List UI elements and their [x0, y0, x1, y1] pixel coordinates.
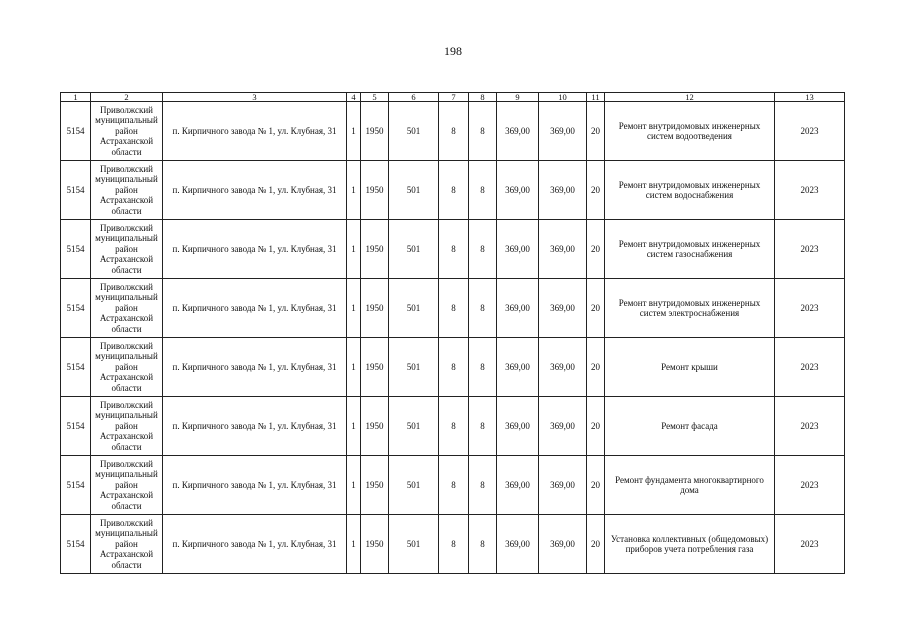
col10-cell: 369,00 [539, 338, 587, 397]
year-cell: 2023 [775, 279, 845, 338]
region-line: район [115, 243, 138, 254]
address-cell: п. Кирпичного завода № 1, ул. Клубная, 31 [163, 102, 347, 161]
col11-cell: 20 [587, 279, 605, 338]
table-row [61, 397, 845, 456]
row-code: 5154 [61, 515, 91, 574]
col8-cell: 8 [469, 220, 497, 279]
address-cell: п. Кирпичного завода № 1, ул. Клубная, 31 [163, 161, 347, 220]
col4-cell: 1 [347, 397, 361, 456]
row-code: 5154 [61, 279, 91, 338]
col11-cell: 20 [587, 456, 605, 515]
region-line: Приволжский [100, 163, 153, 174]
region-line: район [115, 479, 138, 490]
table-row [61, 220, 845, 279]
table-body [61, 93, 845, 574]
work-type-cell: Ремонт фасада [605, 397, 775, 456]
repair-program-table [60, 92, 845, 574]
table-row [61, 456, 845, 515]
col9-cell: 369,00 [497, 220, 539, 279]
col8-cell: 8 [469, 279, 497, 338]
col9-cell: 369,00 [497, 161, 539, 220]
col7-cell: 8 [439, 515, 469, 574]
column-header: 5 [361, 93, 389, 102]
work-type-cell: Ремонт фундамента многоквартирного дома [605, 456, 775, 515]
column-header: 13 [775, 93, 845, 102]
row-code: 5154 [61, 161, 91, 220]
region-cell [91, 279, 163, 338]
column-header: 10 [539, 93, 587, 102]
work-type-cell: Ремонт внутридомовых инженерных систем газоснабжения [605, 220, 775, 279]
col9-cell: 369,00 [497, 397, 539, 456]
region-line: области [111, 205, 142, 216]
col8-cell: 8 [469, 456, 497, 515]
year-cell: 2023 [775, 338, 845, 397]
col9-cell: 369,00 [497, 102, 539, 161]
col4-cell: 1 [347, 102, 361, 161]
work-type-cell: Ремонт внутридомовых инженерных систем водоснабжения [605, 161, 775, 220]
col7-cell: 8 [439, 161, 469, 220]
col7-cell: 8 [439, 279, 469, 338]
region-line: район [115, 302, 138, 313]
year-cell: 2023 [775, 456, 845, 515]
col11-cell: 20 [587, 338, 605, 397]
region-line: Астраханской [99, 313, 154, 324]
col8-cell: 8 [469, 338, 497, 397]
work-type-cell: Установка коллективных (общедомовых) приборов учета потребления газа [605, 515, 775, 574]
col4-cell: 1 [347, 220, 361, 279]
col11-cell: 20 [587, 161, 605, 220]
region-line: Приволжский [100, 281, 153, 292]
region-line: области [111, 264, 142, 275]
region-cell [91, 220, 163, 279]
col9-cell: 369,00 [497, 456, 539, 515]
column-number-row [61, 93, 845, 102]
region-line: муниципальный [95, 174, 158, 185]
col7-cell: 8 [439, 338, 469, 397]
address-cell: п. Кирпичного завода № 1, ул. Клубная, 31 [163, 456, 347, 515]
col8-cell: 8 [469, 161, 497, 220]
region-line: район [115, 420, 138, 431]
address-cell: п. Кирпичного завода № 1, ул. Клубная, 31 [163, 397, 347, 456]
region-line: Астраханской [99, 254, 154, 265]
col4-cell: 1 [347, 456, 361, 515]
col10-cell: 369,00 [539, 102, 587, 161]
col7-cell: 8 [439, 397, 469, 456]
col9-cell: 369,00 [497, 279, 539, 338]
col8-cell: 8 [469, 397, 497, 456]
col7-cell: 8 [439, 220, 469, 279]
col11-cell: 20 [587, 220, 605, 279]
column-header: 11 [587, 93, 605, 102]
year-cell: 2023 [775, 397, 845, 456]
region-line: муниципальный [95, 292, 158, 303]
address-cell: п. Кирпичного завода № 1, ул. Клубная, 31 [163, 515, 347, 574]
col10-cell: 369,00 [539, 279, 587, 338]
col7-cell: 8 [439, 456, 469, 515]
work-type-cell: Ремонт крыши [605, 338, 775, 397]
col6-cell: 501 [389, 397, 439, 456]
region-line: Приволжский [100, 222, 153, 233]
region-line: Астраханской [99, 372, 154, 383]
region-line: Приволжский [100, 517, 153, 528]
region-cell [91, 456, 163, 515]
table-row [61, 279, 845, 338]
col11-cell: 20 [587, 397, 605, 456]
col10-cell: 369,00 [539, 220, 587, 279]
region-line: области [111, 382, 142, 393]
col4-cell: 1 [347, 338, 361, 397]
table-row [61, 102, 845, 161]
region-line: муниципальный [95, 410, 158, 421]
region-cell [91, 397, 163, 456]
col9-cell: 369,00 [497, 338, 539, 397]
region-cell [91, 515, 163, 574]
work-type-cell: Ремонт внутридомовых инженерных систем водоотведения [605, 102, 775, 161]
col6-cell: 501 [389, 338, 439, 397]
column-header: 4 [347, 93, 361, 102]
region-line: район [115, 125, 138, 136]
column-header: 7 [439, 93, 469, 102]
build-year-cell: 1950 [361, 456, 389, 515]
region-line: муниципальный [95, 351, 158, 362]
build-year-cell: 1950 [361, 338, 389, 397]
table-row [61, 161, 845, 220]
column-header: 6 [389, 93, 439, 102]
col4-cell: 1 [347, 279, 361, 338]
table-row [61, 515, 845, 574]
region-line: Астраханской [99, 195, 154, 206]
col6-cell: 501 [389, 515, 439, 574]
column-header: 9 [497, 93, 539, 102]
region-line: Приволжский [100, 340, 153, 351]
build-year-cell: 1950 [361, 279, 389, 338]
column-header: 8 [469, 93, 497, 102]
col9-cell: 369,00 [497, 515, 539, 574]
region-line: район [115, 538, 138, 549]
region-cell [91, 161, 163, 220]
address-cell: п. Кирпичного завода № 1, ул. Клубная, 31 [163, 220, 347, 279]
col11-cell: 20 [587, 515, 605, 574]
column-header: 1 [61, 93, 91, 102]
column-header: 3 [163, 93, 347, 102]
region-line: Астраханской [99, 490, 154, 501]
col6-cell: 501 [389, 220, 439, 279]
col10-cell: 369,00 [539, 161, 587, 220]
region-cell [91, 338, 163, 397]
year-cell: 2023 [775, 161, 845, 220]
region-line: район [115, 184, 138, 195]
region-line: Астраханской [99, 136, 154, 147]
work-type-cell: Ремонт внутридомовых инженерных систем электроснабжения [605, 279, 775, 338]
year-cell: 2023 [775, 515, 845, 574]
row-code: 5154 [61, 456, 91, 515]
col11-cell: 20 [587, 102, 605, 161]
col8-cell: 8 [469, 102, 497, 161]
region-line: муниципальный [95, 115, 158, 126]
col6-cell: 501 [389, 279, 439, 338]
region-line: области [111, 441, 142, 452]
region-line: Приволжский [100, 104, 153, 115]
region-line: области [111, 146, 142, 157]
row-code: 5154 [61, 220, 91, 279]
region-line: Астраханской [99, 431, 154, 442]
build-year-cell: 1950 [361, 515, 389, 574]
region-line: области [111, 500, 142, 511]
col4-cell: 1 [347, 515, 361, 574]
row-code: 5154 [61, 397, 91, 456]
build-year-cell: 1950 [361, 161, 389, 220]
column-header: 2 [91, 93, 163, 102]
region-line: Астраханской [99, 549, 154, 560]
region-line: области [111, 559, 142, 570]
address-cell: п. Кирпичного завода № 1, ул. Клубная, 31 [163, 338, 347, 397]
page-number: 198 [444, 44, 462, 58]
col7-cell: 8 [439, 102, 469, 161]
region-line: муниципальный [95, 528, 158, 539]
region-line: области [111, 323, 142, 334]
row-code: 5154 [61, 102, 91, 161]
column-header: 12 [605, 93, 775, 102]
region-line: муниципальный [95, 233, 158, 244]
region-line: Приволжский [100, 399, 153, 410]
address-cell: п. Кирпичного завода № 1, ул. Клубная, 31 [163, 279, 347, 338]
row-code: 5154 [61, 338, 91, 397]
col10-cell: 369,00 [539, 456, 587, 515]
table-row [61, 338, 845, 397]
year-cell: 2023 [775, 102, 845, 161]
build-year-cell: 1950 [361, 397, 389, 456]
col6-cell: 501 [389, 102, 439, 161]
region-line: район [115, 361, 138, 372]
build-year-cell: 1950 [361, 102, 389, 161]
region-line: Приволжский [100, 458, 153, 469]
col10-cell: 369,00 [539, 515, 587, 574]
col4-cell: 1 [347, 161, 361, 220]
build-year-cell: 1950 [361, 220, 389, 279]
region-cell [91, 102, 163, 161]
col8-cell: 8 [469, 515, 497, 574]
year-cell: 2023 [775, 220, 845, 279]
col6-cell: 501 [389, 161, 439, 220]
region-line: муниципальный [95, 469, 158, 480]
col10-cell: 369,00 [539, 397, 587, 456]
col6-cell: 501 [389, 456, 439, 515]
